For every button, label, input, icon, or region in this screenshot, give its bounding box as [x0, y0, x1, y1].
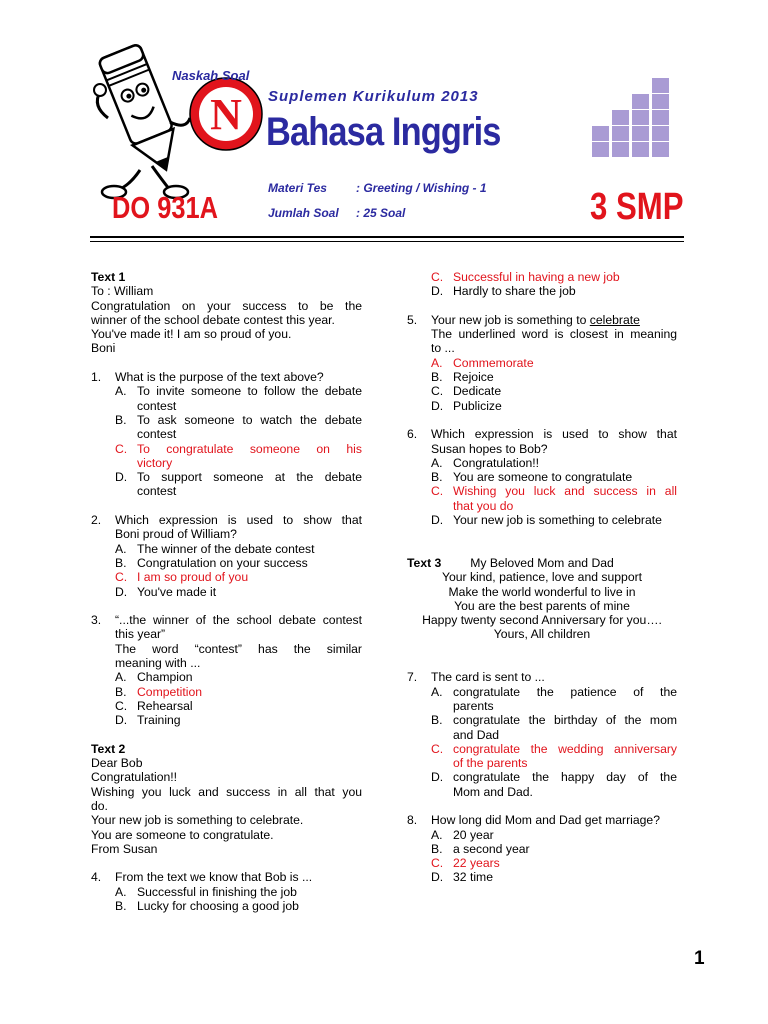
option-text: parents — [453, 698, 494, 713]
question-text: “...the winner of the school debate contest — [115, 613, 362, 628]
question-number: 3. — [91, 613, 102, 628]
option-b — [91, 685, 362, 699]
option-letter: D. — [431, 870, 444, 885]
option-a — [91, 670, 362, 684]
text3-line: Happy twenty second Anniversary for you…. — [422, 613, 662, 628]
naskah-soal-label: Naskah Soal — [172, 68, 250, 83]
question-number: 4. — [91, 870, 102, 885]
option-letter: B. — [115, 555, 127, 570]
option-b — [91, 556, 362, 570]
option-letter: A. — [115, 670, 127, 685]
option-b — [91, 413, 362, 442]
option-letter: B. — [431, 470, 443, 485]
jumlah-label: Jumlah Soal — [268, 206, 339, 220]
option-letter: D. — [431, 398, 444, 413]
option-letter: D. — [115, 470, 128, 485]
option-text: Mom and Dad. — [453, 784, 533, 799]
option-a — [91, 885, 362, 899]
text2-line: Your new job is something to celebrate. — [91, 813, 304, 828]
question-text: What is the purpose of the text above? — [115, 370, 324, 385]
suplemen-label: Suplemen Kurikulum 2013 — [268, 88, 479, 105]
option-text: Hardly to share the job — [453, 284, 576, 299]
question-number: 6. — [407, 427, 418, 442]
option-b — [407, 470, 677, 484]
jumlah-value: : 25 Soal — [356, 206, 406, 220]
option-letter: A. — [115, 541, 127, 556]
text2-line: Congratulation!! — [91, 770, 178, 785]
option-a — [91, 384, 362, 413]
option-text: congratulate the birthday of the mom — [453, 713, 677, 728]
option-text: To congratulate someone on his — [137, 441, 362, 456]
option-text: congratulate the happy day of the — [453, 770, 677, 785]
option-text: Successful in having a new job — [453, 270, 620, 284]
option-a — [91, 542, 362, 556]
option-text: Champion — [137, 670, 193, 685]
option-letter: B. — [431, 841, 443, 856]
option-letter: A. — [115, 884, 127, 899]
option-text: Rejoice — [453, 370, 494, 385]
underlined-word: celebrate — [589, 312, 640, 327]
text1-line: winner of the school debate contest this year. — [91, 312, 335, 327]
option-text: 32 time — [453, 870, 493, 885]
question-text: Susan hopes to Bob? — [431, 441, 548, 456]
text3-line: My Beloved Mom and Dad — [470, 555, 614, 570]
option-text-correct: Competition — [137, 684, 203, 699]
right-column — [407, 270, 677, 885]
text3-heading: Text 3 — [407, 555, 442, 570]
option-b — [407, 713, 677, 742]
question-4 — [91, 870, 362, 884]
option-d — [407, 513, 677, 527]
option-letter: C. — [431, 270, 444, 284]
option-a — [407, 456, 677, 470]
option-c-correct — [407, 742, 677, 771]
question-number: 7. — [407, 670, 418, 685]
page-number: 1 — [694, 948, 705, 969]
question-number: 2. — [91, 513, 102, 528]
option-letter: D. — [431, 284, 444, 299]
text3-line: Make the world wonderful to live in — [448, 584, 636, 599]
text2-heading: Text 2 — [91, 741, 126, 756]
option-d — [407, 284, 677, 298]
option-c-correct — [407, 270, 677, 284]
option-text: 22 years — [453, 856, 500, 871]
question-5 — [407, 313, 677, 356]
option-text: contest — [137, 484, 177, 499]
n-logo-icon — [188, 76, 264, 152]
option-text: that you do — [453, 498, 514, 513]
option-c-correct — [407, 484, 677, 513]
question-text: The card is sent to ... — [431, 670, 545, 685]
option-letter: C. — [431, 856, 444, 871]
question-8 — [407, 813, 677, 827]
document-code: DO 931A — [112, 190, 218, 225]
question-text: this year” — [115, 627, 166, 642]
option-text: Commemorate — [453, 355, 534, 370]
text1-heading: Text 1 — [91, 270, 126, 284]
option-text: Rehearsal — [137, 698, 193, 713]
option-letter: C. — [431, 384, 444, 399]
option-text: of the parents — [453, 756, 528, 771]
option-letter: B. — [431, 370, 443, 385]
question-2 — [91, 513, 362, 542]
question-number: 1. — [91, 370, 102, 385]
option-letter: A. — [431, 684, 443, 699]
option-text: Congratulation!! — [453, 455, 540, 470]
question-1 — [91, 370, 362, 384]
option-text: You've made it — [137, 584, 217, 599]
option-letter: C. — [431, 741, 444, 756]
question-text: The word “contest” has the similar — [115, 641, 362, 656]
option-text: Publicize — [453, 398, 502, 413]
question-text: The underlined word is closest in meaning — [431, 327, 677, 342]
option-text: Successful in finishing the job — [137, 884, 297, 899]
logo-letter: N — [210, 90, 242, 139]
question-text: Your new job is something to — [431, 312, 590, 327]
question-text: Which expression is used to show that — [431, 427, 677, 442]
text1-line: To : William — [91, 284, 154, 299]
option-letter: D. — [431, 513, 444, 528]
left-column — [91, 270, 362, 913]
subject-title: Bahasa Inggris — [266, 110, 501, 154]
option-text: I am so proud of you — [137, 570, 249, 585]
option-text: Training — [137, 713, 181, 728]
option-c-correct — [91, 570, 362, 584]
question-number: 5. — [407, 312, 418, 327]
question-text: From the text we know that Bob is ... — [115, 870, 313, 885]
question-text: Boni proud of William? — [115, 527, 237, 542]
option-letter: A. — [431, 355, 443, 370]
option-letter: C. — [431, 484, 444, 499]
option-text: 20 year — [453, 827, 494, 842]
text1-line: Congratulation on your success to be the — [91, 298, 362, 313]
option-letter: C. — [115, 698, 128, 713]
option-text: and Dad — [453, 727, 500, 742]
question-6 — [407, 427, 677, 456]
text1-line: You've made it! I am so proud of you. — [91, 327, 292, 342]
question-3 — [91, 613, 362, 670]
option-text: Lucky for choosing a good job — [137, 899, 299, 914]
materi-value: : Greeting / Wishing - 1 — [356, 181, 487, 195]
option-a — [407, 828, 677, 842]
option-a-correct — [407, 356, 677, 370]
text3-line: Yours, All children — [493, 627, 591, 642]
option-letter: B. — [115, 412, 127, 427]
option-text: congratulate the wedding anniversary — [453, 741, 677, 756]
option-letter: C. — [115, 570, 128, 585]
option-letter: D. — [115, 584, 128, 599]
option-letter: A. — [431, 827, 443, 842]
text2-line: Wishing you luck and success in all that you — [91, 784, 362, 799]
option-letter: C. — [115, 441, 128, 456]
option-text: Wishing you luck and success in all — [453, 484, 677, 499]
option-c — [407, 384, 677, 398]
option-d — [407, 870, 677, 884]
option-text: Your new job is something to celebrate — [453, 513, 662, 528]
option-c-correct — [407, 856, 677, 870]
option-c-correct — [91, 442, 362, 471]
option-d — [407, 399, 677, 413]
materi-label: Materi Tes — [268, 181, 327, 195]
text2-line: do. — [91, 798, 108, 813]
grade-label: 3 SMP — [590, 186, 684, 228]
option-text: contest — [137, 427, 177, 442]
text2-line: Dear Bob — [91, 756, 143, 771]
option-text: Dedicate — [453, 384, 502, 399]
option-letter: B. — [115, 899, 127, 914]
question-number: 8. — [407, 813, 418, 828]
text3-line: Your kind, patience, love and support — [441, 570, 643, 585]
option-d — [91, 470, 362, 499]
question-7 — [407, 670, 677, 684]
option-text: victory — [137, 455, 173, 470]
option-a — [407, 685, 677, 714]
header-rule-thick — [90, 236, 684, 238]
question-text: Which expression is used to show that — [115, 513, 362, 528]
text2-line: From Susan — [91, 841, 158, 856]
option-letter: A. — [115, 384, 127, 399]
stacked-blocks-graphic — [590, 78, 682, 158]
option-d — [91, 713, 362, 727]
option-text: To invite someone to follow the debate — [137, 384, 362, 399]
option-b — [407, 842, 677, 856]
option-text: a second year — [453, 841, 530, 856]
option-text: To ask someone to watch the debate — [137, 412, 362, 427]
option-text: The winner of the debate contest — [137, 541, 315, 556]
option-text: You are someone to congratulate — [453, 470, 633, 485]
question-text: to ... — [431, 341, 455, 356]
option-b — [407, 370, 677, 384]
text1-line: Boni — [91, 341, 116, 356]
option-letter: B. — [115, 684, 127, 699]
option-text: contest — [137, 398, 177, 413]
option-text: Congratulation on your success — [137, 555, 308, 570]
option-d — [91, 585, 362, 599]
option-letter: D. — [431, 770, 444, 785]
option-letter: B. — [431, 713, 443, 728]
option-b — [91, 899, 362, 913]
header-rule-thin — [90, 241, 684, 242]
option-letter: A. — [431, 455, 443, 470]
text2-line: You are someone to congratulate. — [91, 827, 274, 842]
question-text: meaning with ... — [115, 656, 201, 671]
option-c — [91, 699, 362, 713]
option-letter: D. — [115, 713, 128, 728]
text3-line: You are the best parents of mine — [454, 598, 630, 613]
option-text: To support someone at the debate — [137, 470, 362, 485]
question-text: How long did Mom and Dad get marriage? — [431, 813, 660, 828]
option-d — [407, 770, 677, 799]
option-text: congratulate the patience of the — [453, 684, 677, 699]
